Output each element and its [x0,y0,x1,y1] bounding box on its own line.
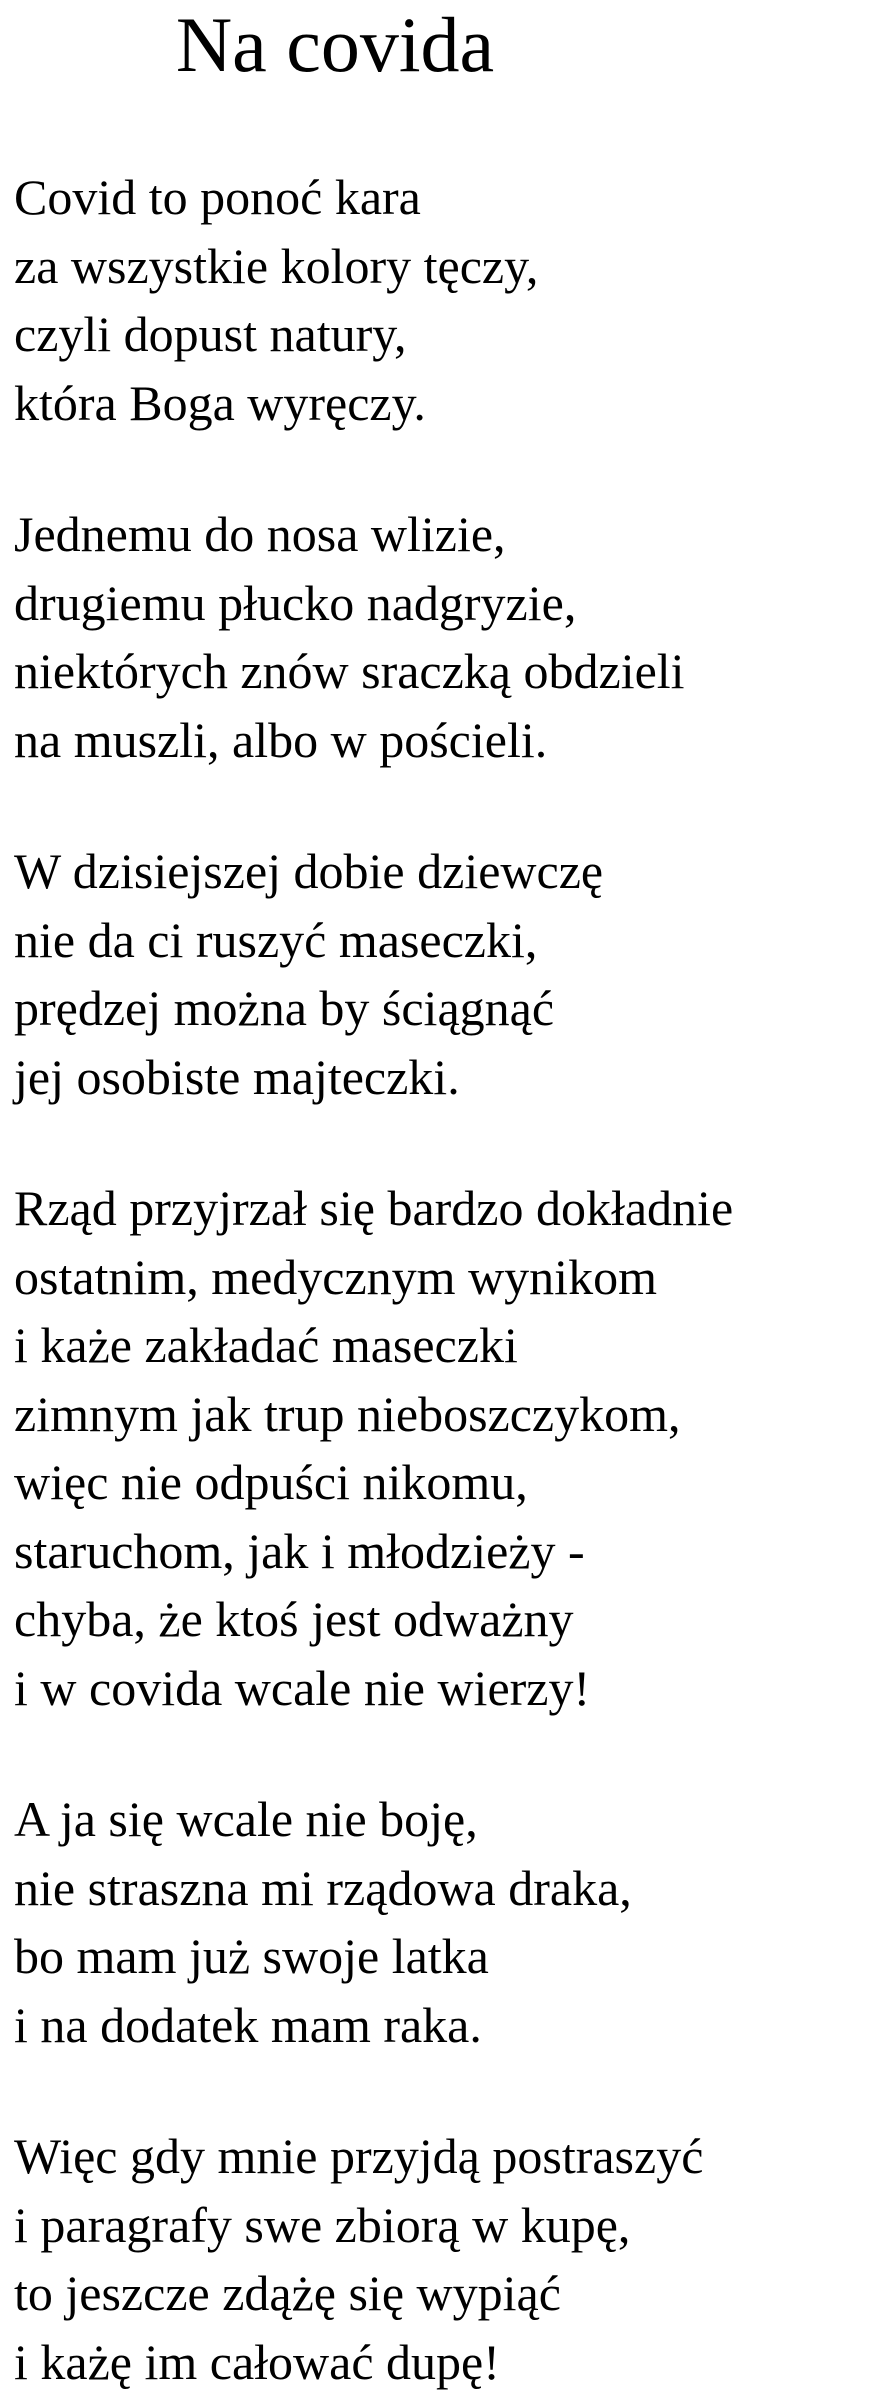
stanza-4 [14,1174,733,1722]
poem-line: i w covida wcale nie wierzy! [14,1654,733,1723]
poem-line: W dzisiejszej dobie dziewczę [14,837,603,906]
stanza-2 [14,500,685,774]
poem-line: i każe zakładać maseczki [14,1311,733,1380]
poem-line: Jednemu do nosa wlizie, [14,500,685,569]
poem-line: Rząd przyjrzał się bardzo dokładnie [14,1174,733,1243]
poem-line: bo mam już swoje latka [14,1922,632,1991]
poem-title: Na covida [0,0,670,90]
poem-line: nie straszna mi rządowa draka, [14,1854,632,1923]
poem-line: jej osobiste majteczki. [14,1043,603,1112]
poem-line: ostatnim, medycznym wynikom [14,1243,733,1312]
poem-line: A ja się wcale nie boję, [14,1785,632,1854]
poem-line: chyba, że ktoś jest odważny [14,1585,733,1654]
poem-line: prędzej można by ściągnąć [14,974,603,1043]
poem-line: która Boga wyręczy. [14,369,538,438]
stanza-6 [14,2122,703,2396]
poem-line: niektórych znów sraczką obdzieli [14,637,685,706]
poem-line: drugiemu płucko nadgryzie, [14,569,685,638]
poem-line: i na dodatek mam raka. [14,1991,632,2060]
poem-line: więc nie odpuści nikomu, [14,1448,733,1517]
poem-line: Covid to ponoć kara [14,163,538,232]
poem-line: i paragrafy swe zbiorą w kupę, [14,2191,703,2260]
stanza-3 [14,837,603,1111]
stanza-5 [14,1785,632,2059]
poem-line: zimnym jak trup nieboszczykom, [14,1380,733,1449]
poem-line: staruchom, jak i młodzieży - [14,1517,733,1586]
poem-line: nie da ci ruszyć maseczki, [14,906,603,975]
poem-line: na muszli, albo w pościeli. [14,706,685,775]
poem-line: i każę im całować dupę! [14,2328,703,2396]
stanza-1 [14,163,538,437]
poem-line: za wszystkie kolory tęczy, [14,232,538,301]
poem-line: to jeszcze zdążę się wypiąć [14,2259,703,2328]
poem-line: czyli dopust natury, [14,300,538,369]
poem-line: Więc gdy mnie przyjdą postraszyć [14,2122,703,2191]
